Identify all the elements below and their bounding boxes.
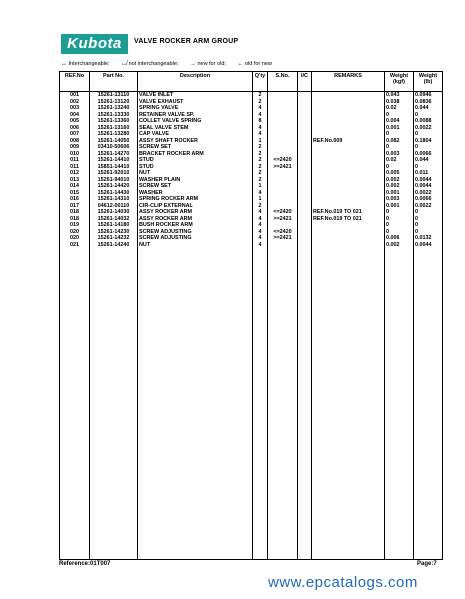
cell-weight-lb: 0 xyxy=(414,112,443,119)
cell-qty: 4 xyxy=(253,222,268,229)
cell-weight-kgf: 0.003 xyxy=(385,151,414,158)
cell-qty: 4 xyxy=(253,131,268,138)
cell-part-no: 15261-14410 xyxy=(90,157,138,164)
double-arrow-icon: ↔ xyxy=(61,61,67,67)
cell-part-no: 15261-14180 xyxy=(90,222,138,229)
cell-qty: 2 xyxy=(253,92,268,99)
cell-remarks: REF.No.019 TO 021 xyxy=(312,209,385,216)
cell-ref-no: 020 xyxy=(60,235,90,242)
cell-serial-no: >=2421 xyxy=(268,216,298,223)
header-ref-no: REF.No xyxy=(60,72,90,92)
header-part-no: Part No. xyxy=(90,72,138,92)
cell-ref-no: 018 xyxy=(60,209,90,216)
cell-ref-no: 008 xyxy=(60,138,90,145)
cell-weight-lb: 0.1804 xyxy=(414,138,443,145)
cell-description: VALVE INLET xyxy=(138,92,253,99)
cell-part-no: 15261-13280 xyxy=(90,131,138,138)
cell-weight-lb: 0 xyxy=(414,131,443,138)
cell-qty: 8 xyxy=(253,118,268,125)
cell-weight-lb: 0.0088 xyxy=(414,118,443,125)
cell-remarks xyxy=(312,92,385,99)
cell-weight-kgf: 0 xyxy=(385,216,414,223)
cell-weight-kgf: 0.02 xyxy=(385,157,414,164)
cell-ref-no: 020 xyxy=(60,229,90,236)
table-header-row xyxy=(60,72,443,92)
cell-description: COLLET VALVE SPRING xyxy=(138,118,253,125)
cell-weight-lb: 0.0044 xyxy=(414,177,443,184)
cell-qty: 4 xyxy=(253,229,268,236)
cell-weight-lb: 0.044 xyxy=(414,105,443,112)
cell-qty: 4 xyxy=(253,216,268,223)
cell-description: NUT xyxy=(138,242,253,249)
cell-description: RETAINER VALVE SP. xyxy=(138,112,253,119)
cell-part-no: 15261-94010 xyxy=(90,177,138,184)
kubota-logo: Kubota xyxy=(61,34,128,54)
interchangeability-legend xyxy=(61,61,282,67)
cell-description: SCREW ADJUSTING xyxy=(138,235,253,242)
cell-qty: 2 xyxy=(253,151,268,158)
cell-description: ASSY ROCKER ARM xyxy=(138,216,253,223)
cell-description: NUT xyxy=(138,170,253,177)
cell-weight-kgf: 0 xyxy=(385,112,414,119)
legend-old-for-new: old for new xyxy=(244,61,272,67)
cell-weight-lb: 0 xyxy=(414,144,443,151)
header-serial-no: S.No. xyxy=(268,72,298,92)
cell-ref-no: 005 xyxy=(60,118,90,125)
cell-weight-kgf: 0.004 xyxy=(385,118,414,125)
cell-weight-lb: 0 xyxy=(414,164,443,171)
cell-part-no: 15261-13330 xyxy=(90,112,138,119)
page-number: Page:7 xyxy=(417,561,437,567)
cell-weight-kgf: 0.003 xyxy=(385,196,414,203)
cell-weight-lb: 0.0044 xyxy=(414,183,443,190)
cell-weight-kgf: 0.002 xyxy=(385,183,414,190)
cell-serial-no: <=2420 xyxy=(268,157,298,164)
cell-weight-kgf: 0.02 xyxy=(385,105,414,112)
right-arrow-icon: → xyxy=(189,61,196,67)
cell-ref-no: 019 xyxy=(60,222,90,229)
cell-weight-kgf: 0 xyxy=(385,222,414,229)
cell-weight-lb: 0 xyxy=(414,209,443,216)
cell-description: WASHER PLAIN xyxy=(138,177,253,184)
cell-weight-kgf: 0 xyxy=(385,164,414,171)
cell-qty: 4 xyxy=(253,112,268,119)
cell-qty: 2 xyxy=(253,157,268,164)
cell-ref-no: 007 xyxy=(60,131,90,138)
cell-description: SEAL VALVE STEM xyxy=(138,125,253,132)
cell-weight-kgf: 0.006 xyxy=(385,235,414,242)
cell-serial-no: >=2421 xyxy=(268,164,298,171)
cell-ref-no: 012 xyxy=(60,170,90,177)
cell-weight-lb: 0.011 xyxy=(414,170,443,177)
legend-new-for-old: new for old; xyxy=(197,61,226,67)
cell-weight-lb: 0.0022 xyxy=(414,125,443,132)
cell-qty: 2 xyxy=(253,144,268,151)
header-remarks: REMARKS xyxy=(312,72,385,92)
cell-description: CIR-CLIP EXTERNAL xyxy=(138,203,253,210)
cell-description: CAP VALVE xyxy=(138,131,253,138)
cell-part-no: 15261-14240 xyxy=(90,242,138,249)
legend-interchangeable: Interchangeable; xyxy=(68,61,110,67)
cell-weight-kgf: 0 xyxy=(385,131,414,138)
cell-serial-no xyxy=(268,92,298,99)
cell-weight-lb: 0.0022 xyxy=(414,203,443,210)
cell-qty: 4 xyxy=(253,235,268,242)
cell-ref-no: 006 xyxy=(60,125,90,132)
cell-qty: 1 xyxy=(253,138,268,145)
cell-description: ASSY SHAFT ROCKER xyxy=(138,138,253,145)
cell-ref-no: 011 xyxy=(60,157,90,164)
cell-qty: 2 xyxy=(253,203,268,210)
cell-weight-lb: 0.0044 xyxy=(414,242,443,249)
blocked-arrow-icon: ↮ xyxy=(121,61,128,67)
cell-ic xyxy=(298,92,312,99)
cell-ref-no: 009 xyxy=(60,144,90,151)
cell-description: SCREW SET xyxy=(138,144,253,151)
cell-part-no: 15261-14032 xyxy=(90,216,138,223)
cell-ref-no: 010 xyxy=(60,151,90,158)
cell-description: SCREW ADJUSTING xyxy=(138,229,253,236)
cell-qty: 1 xyxy=(253,183,268,190)
cell-qty: 2 xyxy=(253,170,268,177)
cell-weight-kgf: 0.082 xyxy=(385,138,414,145)
cell-part-no: 15261-14230 xyxy=(90,229,138,236)
cell-weight-kgf: 0 xyxy=(385,144,414,151)
cell-weight-kgf: 0.001 xyxy=(385,125,414,132)
cell-qty: 2 xyxy=(253,177,268,184)
website-watermark: www.epcatalogs.com xyxy=(268,574,418,591)
table-row xyxy=(60,92,443,99)
cell-part-no: 15261-14430 xyxy=(90,190,138,197)
cell-weight-lb: 0.044 xyxy=(414,157,443,164)
cell-weight-lb: 0 xyxy=(414,216,443,223)
cell-ref-no: 002 xyxy=(60,99,90,106)
cell-weight-kgf: 0.002 xyxy=(385,242,414,249)
cell-ref-no: 021 xyxy=(60,242,90,249)
cell-qty: 4 xyxy=(253,209,268,216)
left-arrow-icon: ← xyxy=(237,61,244,67)
cell-ref-no: 014 xyxy=(60,183,90,190)
cell-weight-kgf: 0.043 xyxy=(385,92,414,99)
cell-weight-lb: 0.0836 xyxy=(414,99,443,106)
cell-ref-no: 004 xyxy=(60,112,90,119)
cell-remarks: REF.No.009 xyxy=(312,138,385,145)
cell-weight-kgf: 0.001 xyxy=(385,190,414,197)
cell-description: SPRING ROCKER ARM xyxy=(138,196,253,203)
cell-remarks: REF.No.019 TO 021 xyxy=(312,216,385,223)
cell-weight-kgf: 0.038 xyxy=(385,99,414,106)
cell-weight-kgf: 0 xyxy=(385,229,414,236)
cell-part-no: 15261-14310 xyxy=(90,196,138,203)
header-description: Description xyxy=(138,72,253,92)
cell-weight-kgf: 0.002 xyxy=(385,177,414,184)
header-ic: I/C xyxy=(298,72,312,92)
cell-description: VALVE EXHAUST xyxy=(138,99,253,106)
legend-not-interchangeable: not interchangeable; xyxy=(128,61,179,67)
reference-code: Reference:01T007 xyxy=(59,561,111,567)
cell-part-no: 15261-13120 xyxy=(90,99,138,106)
cell-weight-kgf: 0.001 xyxy=(385,203,414,210)
cell-weight-lb: 0 xyxy=(414,229,443,236)
cell-weight-lb: 0.0066 xyxy=(414,151,443,158)
cell-part-no: 15261-92010 xyxy=(90,170,138,177)
cell-weight-lb: 0.0132 xyxy=(414,235,443,242)
cell-qty: 4 xyxy=(253,190,268,197)
cell-part-no: 03410-50606 xyxy=(90,144,138,151)
cell-part-no: 04612-00110 xyxy=(90,203,138,210)
cell-description: ASSY ROCKER ARM xyxy=(138,209,253,216)
cell-ref-no: 003 xyxy=(60,105,90,112)
parts-table xyxy=(59,71,443,560)
cell-description: BRACKET ROCKER ARM xyxy=(138,151,253,158)
parts-table-body xyxy=(60,92,443,560)
cell-part-no: 15261-14270 xyxy=(90,151,138,158)
cell-qty: 4 xyxy=(253,125,268,132)
cell-description: WASHER xyxy=(138,190,253,197)
cell-weight-lb: 0.0066 xyxy=(414,196,443,203)
cell-weight-lb: 0.0022 xyxy=(414,190,443,197)
cell-ref-no: 018 xyxy=(60,216,90,223)
cell-description: STUD xyxy=(138,157,253,164)
cell-description: SCREW SET xyxy=(138,183,253,190)
cell-part-no: 15851-14410 xyxy=(90,164,138,171)
cell-part-no: 15261-13240 xyxy=(90,105,138,112)
cell-qty: 1 xyxy=(253,196,268,203)
cell-part-no: 15261-14050 xyxy=(90,138,138,145)
cell-part-no: 15261-13160 xyxy=(90,125,138,132)
cell-part-no: 15261-13110 xyxy=(90,92,138,99)
cell-ref-no: 015 xyxy=(60,190,90,197)
cell-qty: 4 xyxy=(253,242,268,249)
group-title: VALVE ROCKER ARM GROUP xyxy=(134,38,239,45)
cell-part-no: 15261-14420 xyxy=(90,183,138,190)
cell-qty: 4 xyxy=(253,105,268,112)
cell-serial-no: <=2420 xyxy=(268,229,298,236)
cell-ref-no: 001 xyxy=(60,92,90,99)
cell-part-no: 15261-14030 xyxy=(90,209,138,216)
cell-serial-no: >=2421 xyxy=(268,235,298,242)
header-weight-lb: Weight (lb) xyxy=(414,72,443,92)
cell-part-no: 15261-14232 xyxy=(90,235,138,242)
cell-serial-no: <=2420 xyxy=(268,209,298,216)
cell-ref-no: 017 xyxy=(60,203,90,210)
cell-qty: 2 xyxy=(253,99,268,106)
header-weight-kgf: Weight (kgf) xyxy=(385,72,414,92)
cell-weight-kgf: 0.005 xyxy=(385,170,414,177)
cell-ref-no: 013 xyxy=(60,177,90,184)
cell-ref-no: 011 xyxy=(60,164,90,171)
cell-description: STUD xyxy=(138,164,253,171)
cell-description: SPRING VALVE xyxy=(138,105,253,112)
table-filler-row xyxy=(60,248,443,560)
cell-weight-kgf: 0 xyxy=(385,209,414,216)
cell-weight-lb: 0 xyxy=(414,222,443,229)
cell-part-no: 15261-13360 xyxy=(90,118,138,125)
header-qty: Q'ty xyxy=(253,72,268,92)
cell-weight-lb: 0.0946 xyxy=(414,92,443,99)
cell-qty: 2 xyxy=(253,164,268,171)
cell-description: BUSH ROCKER ARM xyxy=(138,222,253,229)
cell-ref-no: 016 xyxy=(60,196,90,203)
